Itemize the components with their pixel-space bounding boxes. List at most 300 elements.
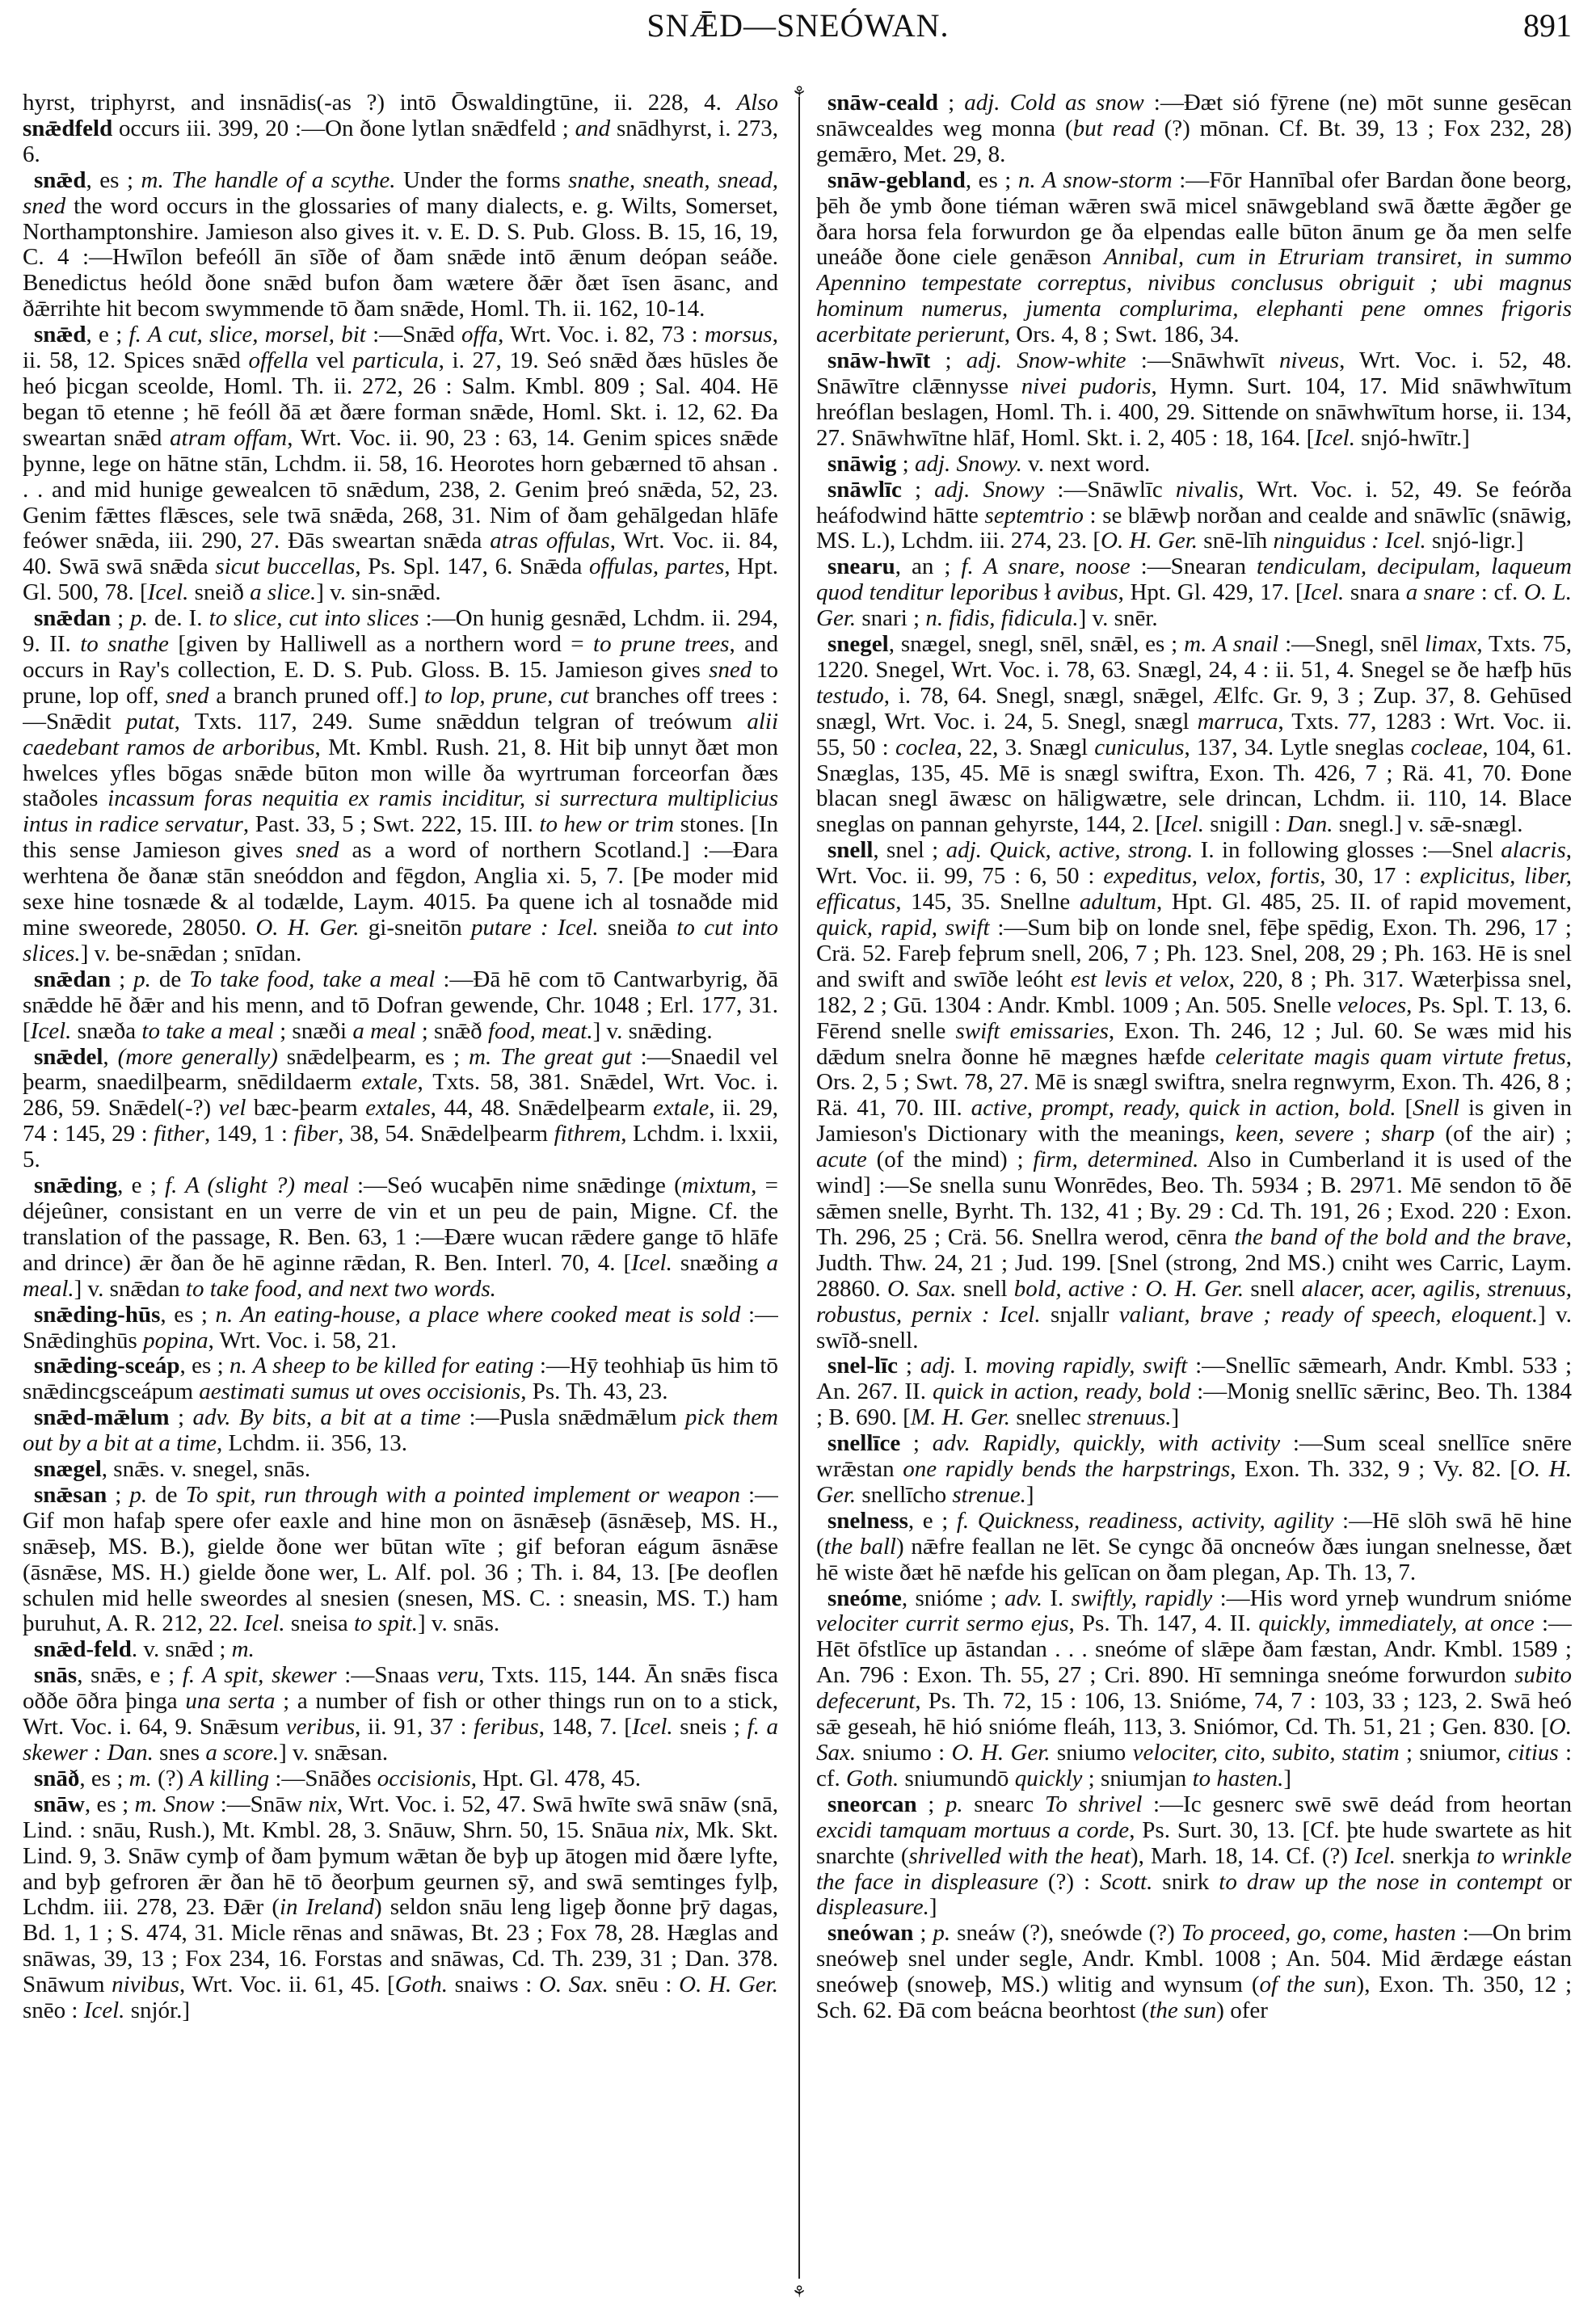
entry-text: ; — [937, 91, 965, 116]
entry-text: :—Ic gesnerc swē swē deád from heortan — [1142, 1791, 1572, 1817]
entry-text: ; — [900, 1430, 933, 1457]
italic-text: Dan. — [1286, 811, 1333, 838]
entry-text: , 22, 3. Snægl — [956, 734, 1095, 760]
entry-text: ; snæði — [273, 1017, 353, 1044]
italic-text: nix — [308, 1791, 337, 1817]
italic-text: est levis et velox — [1070, 966, 1229, 992]
italic-text: To shrivel — [1044, 1791, 1143, 1817]
entry-text: , Txts. 58, 381. Snǣdel, Wrt. Voc. i. 286, 59. Snǣdel(-?) — [23, 1069, 778, 1122]
italic-text: ninguidus : Icel. — [1273, 528, 1426, 554]
italic-text: M. H. Ger. — [910, 1404, 1011, 1431]
dictionary-entry — [23, 1792, 778, 2024]
dictionary-entry — [816, 452, 1572, 478]
italic-text: To take food, take a meal — [189, 966, 436, 992]
italic-text: the sun — [1149, 1997, 1217, 2024]
entry-text: ] v. snǣsan. — [279, 1740, 389, 1766]
italic-text: coclea — [895, 734, 957, 760]
entry-text: , snióme ; — [901, 1585, 1005, 1611]
dictionary-entry — [816, 632, 1572, 838]
entry-text: , snel ; — [873, 837, 946, 864]
entry-text: is given in Jamieson's Dictionary with the meanings, — [816, 1095, 1572, 1147]
entry-text: , Ps. Spl. 147, 6. Snǣda — [355, 554, 589, 580]
italic-text: n. An eating-house, a place where cooked meat is sold — [215, 1301, 741, 1328]
entry-text: (?) : — [1038, 1868, 1101, 1895]
entry-text: vel — [308, 347, 353, 374]
italic-text: (more generally) — [117, 1043, 278, 1070]
italic-text: quick, rapid, swift — [816, 915, 990, 941]
italic-text: snathe, sneath, snead, sned — [23, 166, 778, 219]
entry-text: snēo : — [23, 1997, 84, 2024]
italic-text: sned — [296, 837, 339, 864]
italic-text: Icel. — [83, 1997, 125, 2024]
italic-text: food, meat. — [487, 1017, 593, 1044]
italic-text: Icel. — [1163, 811, 1204, 838]
headword: snǣdan — [34, 605, 112, 632]
entry-text: , Ps. Th. 72, 15 : 106, 13. Snióme, 74, 7 : 103, 33 ; 123, 2. Swā heó sǣ geseah, hē hió snióme fleáh, 113, 3. Sniómor, Cd. Th. 51, 21 ; Gen. 830. [ — [816, 1688, 1572, 1741]
entry-text: , 145, 35. Snellne — [895, 889, 1080, 916]
entry-text: , 149, 1 : — [204, 1121, 294, 1147]
entry-text: , 148, 7. [ — [538, 1714, 632, 1741]
entry-text: , Lchdm. ii. 356, 13. — [217, 1430, 408, 1457]
italic-text: veloces — [1337, 991, 1407, 1018]
italic-text: Icel. — [631, 1249, 672, 1276]
italic-text: Annibal, cum in Etruriam transiret, in summo Apennino tempestate correptus, nivibus conclusus obriguit ; ubi magnus hominum numerus, jumenta complurima, elephanti pene omnes frigoris acerbitate perierunt — [816, 244, 1572, 348]
dictionary-entry — [23, 1045, 778, 1174]
italic-text: to spit. — [354, 1610, 418, 1637]
dictionary-entry — [816, 1431, 1572, 1509]
headword: snāw-gebland — [827, 166, 966, 193]
italic-text: quick in action, ready, bold — [932, 1379, 1191, 1405]
dictionary-entry — [23, 168, 778, 322]
italic-text: strenuus. — [1087, 1404, 1172, 1431]
italic-text: to hasten. — [1192, 1765, 1284, 1791]
entry-text: , es ; — [965, 166, 1018, 193]
italic-text: swiftly, rapidly — [1071, 1585, 1213, 1611]
entry-text: : cf. — [1475, 579, 1524, 606]
entry-text: hyrst, triphyrst, and insnādis(-as ?) intō Ōswaldingtūne, ii. 228, 4. — [23, 91, 737, 116]
entry-text: sneiða — [598, 915, 677, 941]
headword: snāwlīc — [827, 476, 902, 503]
italic-text: extales — [365, 1095, 431, 1122]
dictionary-entry — [23, 91, 778, 168]
italic-text: m. A snail — [1184, 631, 1279, 658]
entry-text: snjór.] — [124, 1997, 190, 2024]
entry-text: , Wrt. Voc. i. 82, 73 : — [498, 322, 705, 348]
italic-text: a score. — [205, 1740, 280, 1766]
italic-text: marruca — [1197, 708, 1278, 735]
italic-text: O. H. Ger. — [951, 1740, 1051, 1766]
entry-text: , Wrt. Voc. i. 58, 21. — [208, 1327, 397, 1353]
italic-text: adv. — [1004, 1585, 1043, 1611]
dictionary-entry — [816, 91, 1572, 168]
headword: snell — [827, 837, 874, 864]
headword: snelness — [827, 1507, 908, 1534]
dictionary-entry — [816, 168, 1572, 348]
italic-text: citius — [1507, 1740, 1559, 1766]
entry-text: ; — [896, 450, 915, 477]
italic-text: avibus — [1056, 579, 1118, 606]
italic-text: alacer, acer, agilis, strenuus, robustus, pernix : Icel. — [816, 1275, 1572, 1328]
italic-text: O. H. Ger. — [816, 1456, 1572, 1508]
italic-text: vel — [218, 1095, 246, 1122]
entry-text: snjó-hwītr.] — [1354, 424, 1470, 451]
dictionary-entry — [23, 322, 778, 606]
italic-text: O. Sax. — [538, 1972, 609, 1998]
italic-text: subito defecerunt — [816, 1662, 1572, 1715]
ornament-bottom-icon: ⚘ — [792, 2284, 806, 2301]
entry-text: , snǣs. v. snegel, snās. — [101, 1456, 311, 1483]
italic-text: Goth. — [846, 1765, 899, 1791]
italic-text: to prune trees — [593, 631, 730, 658]
entry-text: , Txts. 75, 1220. Snegel, Wrt. Voc. i. 78, 63. Snægl, 24, 4 : ii. 51, 4. Snegel se ðe hæfþ hūs — [816, 631, 1572, 683]
headword: snǣd-feld — [34, 1636, 132, 1663]
italic-text: cuniculus — [1094, 734, 1185, 760]
italic-text: feribus — [474, 1714, 539, 1741]
italic-text: Snell — [1413, 1095, 1460, 1122]
italic-text: to cut into slices. — [23, 915, 778, 966]
entry-text: , and occurs in Ray's collection, E. D. S. Pub. Gloss. B. 15. Jamieson gives — [23, 631, 778, 683]
italic-text: testudo — [816, 682, 884, 709]
entry-text: a branch pruned off.] — [208, 682, 424, 709]
entry-text: :—Snāwhwīt — [1126, 347, 1279, 374]
italic-text: nivalis — [1175, 476, 1239, 503]
entry-text: , Hpt. Gl. 500, 78. [ — [23, 554, 778, 606]
entry-text: :—His word yrneþ wundrum snióme — [1212, 1585, 1572, 1611]
entry-text: snē-līh — [1198, 528, 1274, 554]
entry-text: :—Snāw — [214, 1791, 309, 1817]
entry-text: :—Seó wucaþēn nime snǣdinge ( — [348, 1172, 682, 1199]
italic-text: adj. Quick, active, strong. — [945, 837, 1194, 864]
headword: snāw-hwīt — [827, 347, 931, 374]
entry-text: snerkja — [1395, 1842, 1477, 1869]
italic-text: shrivelled with the heat — [908, 1842, 1131, 1869]
entry-text: ] v. snēr. — [1078, 605, 1158, 632]
entry-text: snādhyrst, i. 273, 6. — [23, 115, 778, 167]
italic-text: to draw up the nose in contempt — [1219, 1868, 1543, 1895]
headword: snǣding-hūs — [34, 1301, 161, 1328]
entry-text: ; a number of fish or other things run on to a stick, Wrt. Voc. i. 64, 9. Snǣsum — [23, 1688, 778, 1741]
entry-text: sneið — [188, 579, 251, 606]
entry-text: Also in Cumberland it is used of the wind] :—Se snella sunu Wonrēdes, Beo. Th. 5934 ; B. 2971. Mē sendon tō ðē sǣmen snelle, Byrht. Th. 132, 41 ; By. 29 : Cd. Th. 191, 26 ; Exod. 220 : Exon. Th. 296, 25 ; Crä. 56. Snellra werod, cēnra — [816, 1147, 1572, 1250]
italic-text: putare : Icel. — [471, 915, 599, 941]
entry-text: , Judth. Thw. 24, 21 ; Jud. 199. [Snel (strong, 2nd MS.) cniht wes Carric, Laym. 28860. — [816, 1223, 1572, 1302]
entry-text: , es ; — [179, 1353, 230, 1379]
headword: snel-līc — [827, 1353, 898, 1379]
running-head — [0, 6, 1596, 55]
entry-text: sniumundō — [899, 1765, 1015, 1791]
italic-text: adj. Snow-white — [966, 347, 1126, 374]
entry-text: :—Hē slōh swā hē hine ( — [816, 1507, 1572, 1560]
entry-text: ] — [1025, 1481, 1034, 1508]
entry-text: , es ; — [86, 166, 141, 193]
headword: sneóme — [827, 1585, 902, 1611]
entry-text: :—Ðā hē com tō Cantwarbyrig, ðā snǣdde hē ðǣr and his menn, and tō Dofran gewende, Chr. 1048 ; Erl. 177, 31. [ — [23, 966, 778, 1044]
entry-text: ; sniumjan — [1082, 1765, 1193, 1791]
entry-text: :—Monig snellīc sǣrinc, Beo. Th. 1384 ; B. 690. [ — [816, 1379, 1572, 1431]
italic-text: morsus — [704, 322, 773, 348]
entry-text: :—Snaas — [336, 1662, 437, 1689]
headword: snǣd — [34, 322, 86, 348]
entry-text: bæc-þearm — [246, 1095, 366, 1122]
dictionary-entry — [816, 1586, 1572, 1792]
italic-text: pick them out by a bit at a time — [23, 1404, 778, 1457]
italic-text: velociter currit sermo ejus — [816, 1610, 1069, 1637]
italic-text: active, prompt, ready, quick in action, bold. — [971, 1095, 1396, 1122]
headword: snearu — [827, 554, 895, 580]
italic-text: Also — [736, 91, 778, 116]
entry-text: ) ofer — [1216, 1997, 1268, 2024]
entry-text: , Hpt. Gl. 478, 45. — [470, 1765, 642, 1791]
italic-text: Icel. — [243, 1610, 285, 1637]
entry-text: : cf. — [816, 1740, 1572, 1791]
entry-text: ; — [916, 1791, 945, 1817]
entry-text: , Wrt. Voc. ii. 61, 45. [ — [179, 1972, 395, 1998]
italic-text: f. a skewer : Dan. — [23, 1714, 778, 1766]
italic-text: f. Quickness, readiness, activity, agility — [956, 1507, 1334, 1534]
entry-text: , Ps. Surt. 30, 13. [Cf. þte hude swartete as hit snarchte ( — [816, 1816, 1572, 1869]
entry-text: ] v. sin-snǣd. — [316, 579, 441, 606]
headword: snegel — [827, 631, 889, 658]
entry-text: , Hymn. Surt. 104, 17. Mid snāwhwītum hreóflan beslagen, Homl. Th. i. 400, 29. Sittende on snāwhwītum horse, ii. 134, 27. Snāwhwītne hlāf, Homl. Skt. i. 2, 405 : 18, 164. [ — [816, 373, 1572, 451]
entry-text: , es ; — [160, 1301, 216, 1328]
entry-text: ] v. snǣdan — [74, 1275, 186, 1302]
entry-text: : se blǣwþ norðan and cealde and snāwlīc (snāwig, MS. L.), Lchdm. iii. 274, 23. [ — [816, 502, 1572, 554]
entry-text: [ — [1396, 1095, 1413, 1122]
entry-text: , Past. 33, 5 ; Swt. 222, 15. III. — [242, 811, 540, 838]
entry-text: (?) — [151, 1765, 190, 1791]
dictionary-entry — [23, 1353, 778, 1405]
italic-text: nivei pudoris — [1021, 373, 1152, 399]
entry-text: ; snǣð — [415, 1017, 488, 1044]
entry-text: snæðing — [672, 1249, 767, 1276]
italic-text: mixtum — [681, 1172, 752, 1199]
entry-text: :—Ðæt sió fȳrene (ne) mōt sunne gesēcan snāwcealdes weg monna ( — [816, 91, 1572, 141]
entry-text: , e ; — [86, 322, 129, 348]
italic-text: to wrinkle the face in displeasure — [816, 1842, 1572, 1895]
entry-text: ), Marh. 18, 14. Cf. (?) — [1130, 1842, 1355, 1869]
dictionary-entry — [816, 1509, 1572, 1586]
italic-text: to hew or trim — [539, 811, 675, 838]
entry-text: snegl.] v. sǣ-snægl. — [1333, 811, 1523, 838]
entry-text: I. — [1042, 1585, 1072, 1611]
entry-text: :—Fōr Hannībal ofer Bardan ðone beorg, þēh ðe ymb ðone tiéman wǣren swā micel snāwgebland swā ðætte ǣgðer ge ðara horsa fela forwurdon ge ða elpendas ealle būton ānum ge ða men selfe uneáðe ðone ciele genǣson — [816, 166, 1572, 271]
headword: snǣd-mǣlum — [34, 1404, 170, 1431]
italic-text: offulas, partes — [588, 554, 725, 580]
entry-text: , an ; — [895, 554, 962, 580]
entry-text: , e ; — [117, 1172, 166, 1199]
italic-text: putat — [126, 708, 175, 735]
italic-text: O. H. Ger. — [679, 1972, 778, 1998]
italic-text: celeritate magis quam virtute fretus — [1215, 1043, 1566, 1070]
italic-text: m. The great gut — [469, 1043, 632, 1070]
italic-text: fiber — [293, 1121, 339, 1147]
italic-text: to slice, cut into slices — [208, 605, 419, 632]
entry-text: :—Snāðes — [269, 1765, 377, 1791]
italic-text: offa — [461, 322, 499, 348]
entry-text: ; — [111, 966, 134, 992]
entry-text: ł — [1038, 579, 1057, 606]
italic-text: explicitus, liber, efficatus — [816, 863, 1572, 916]
entry-text: snes — [153, 1740, 206, 1766]
entry-text: , 104, 61. Snæglas, 135, 45. Mē is snægl swiftra, Exon. Th. 426, 7 ; Rä. 41, 70. Ðone blacan snegl āwæsc on hāligwætre, sele drincan, Lchdm. ii. 110, 14. Blace sneglas on pannan gehyrste, 144, 2. [ — [816, 734, 1572, 838]
italic-text: one rapidly bends the harpstrings — [903, 1456, 1231, 1483]
entry-text: , es ; — [79, 1765, 129, 1791]
entry-text: , 220, 8 ; Ph. 317. Wæterþissa snel, 182, 2 ; Gū. 1304 : Andr. Kmbl. 1009 ; An. 505. Snelle — [816, 966, 1572, 1018]
italic-text: in Ireland — [279, 1894, 374, 1921]
italic-text: O. Sax. — [886, 1275, 957, 1302]
entry-text: occurs iii. 399, 20 :—On ðone lytlan snǣdfeld ; — [112, 115, 575, 141]
entry-text: snaiws : — [447, 1972, 539, 1998]
italic-text: m. The handle of a scythe. — [141, 166, 396, 193]
entry-text: de — [150, 966, 190, 992]
entry-text: sneis ; — [672, 1714, 747, 1741]
entry-text: de. I. — [147, 605, 209, 632]
italic-text: sned — [709, 656, 752, 683]
italic-text: m. — [128, 1765, 152, 1791]
entry-text: sniumo : — [856, 1740, 952, 1766]
entry-text: ; — [913, 1920, 933, 1947]
entry-text: :—Hȳ teohhiaþ ūs him tō snǣdincgsceápum — [23, 1353, 778, 1405]
italic-text: adj. Snowy. — [914, 450, 1022, 477]
entry-text: , Exon. Th. 246, 12 ; Jul. 60. Se wæs mid his dǣdum snelra ðonne hē mægnes hæfde — [816, 1017, 1572, 1070]
italic-text: p. — [133, 966, 151, 992]
entry-text: , Txts. 115, 144. Ān snǣs fisca oððe ōðra þinga — [23, 1662, 778, 1715]
dictionary-entry — [23, 1637, 778, 1663]
italic-text: aestimati sumus ut oves occisionis — [199, 1379, 521, 1405]
italic-text: to take food, and next two words. — [185, 1275, 496, 1302]
entry-text: ), Exon. Th. 350, 12 ; Sch. 62. Ðā com beácna beorhtost ( — [816, 1972, 1572, 2024]
italic-text: p. — [130, 605, 148, 632]
italic-text: extale — [653, 1095, 710, 1122]
entry-text: , Wrt. Voc. ii. 84, 40. Swā swā snǣda — [23, 528, 778, 580]
entry-text: Under the forms — [395, 166, 569, 193]
headword: snǣdfeld — [23, 115, 113, 141]
italic-text: veru — [436, 1662, 479, 1689]
italic-text: O. H. Ger. — [1101, 528, 1198, 554]
italic-text: To spit, run through with a pointed implement or weapon — [185, 1481, 740, 1508]
entry-text: ; sniumor, — [1399, 1740, 1508, 1766]
entry-text: :—Snāwlīc — [1044, 476, 1176, 503]
entry-text: ] — [929, 1894, 937, 1921]
entry-text: , — [103, 1043, 118, 1070]
entry-text: sniumo — [1050, 1740, 1133, 1766]
left-column — [23, 91, 778, 2305]
entry-text: snell — [1244, 1275, 1302, 1302]
entry-text: ; — [111, 605, 131, 632]
entry-text: , Wrt. Voc. ii. 90, 23 : 63, 14. Genim spices snǣde þynne, lege on hātne stān, Lchdm. ii. 58, 16. Heorotes horn gebærned tō ahsan . . . and mid hunige gewealcen tō snǣdum, 238, 2. Genim þreó snǣda, 52, 23. Genim fǣttes flǣsces, sele twā snǣda, 268, 31. Nim of ðam gehālgedan hlāfe feówer snǣda, iii. 290, 27. Ðās sweartan snǣda — [23, 424, 778, 554]
entry-text: , i. 78, 64. Snegl, snægl, snǣgel, Ælfc. Gr. 9, 3 ; Zup. 37, 8. Gehūsed snægl, Wrt. Voc. i. 24, 5. Snegl, snægl — [816, 682, 1572, 735]
headword: snǣd — [34, 166, 86, 193]
entry-text: :—Hēt ōfstlīce up āstandan . . . sneóme of slǣpe ðam fæstan, Andr. Kmbl. 1589 ; An. 796 : Exon. Th. 55, 27 ; Cri. 890. Hī semninga sneóme forwurdon — [816, 1610, 1572, 1689]
italic-text: excidi tamquam mortuus a corde — [816, 1816, 1130, 1843]
italic-text: quickly — [1014, 1765, 1083, 1791]
entry-text: [given by Halliwell as a northern word = — [168, 631, 594, 658]
italic-text: adj. Snowy — [934, 476, 1045, 503]
entry-text: to prune, lop off, — [23, 656, 778, 709]
italic-text: sharp — [1381, 1121, 1435, 1147]
entry-text: , Wrt. Voc. i. 52, 47. Swā hwīte swā snāw (snā, Lind. : snāu, Rush.), Mt. Kmbl. 28, 3. Snāuw, Shrn. 50, 15. Snāua — [23, 1791, 778, 1843]
entry-text: , ii. 29, 74 : 145, 29 : — [23, 1095, 778, 1147]
entry-text: , Ors. 4, 8 ; Swt. 186, 34. — [1004, 322, 1240, 348]
italic-text: bold, active : O. H. Ger. — [1013, 1275, 1244, 1302]
italic-text: expeditus, velox, fortis — [1103, 863, 1320, 890]
entry-text: ; — [169, 1404, 193, 1431]
entry-text: ) seldon snāu leng ligeþ ðonne þrȳ dagas, Bd. 1, 1 ; S. 474, 31. Micle rēnas and snāwas, Bt. 23 ; Fox 78, 28. Hæglas and snāwas, 39, 13 ; Fox 234, 16. Forstas and snāwas, Cd. Th. 239, 31 ; Dan. 378. Snāwum — [23, 1894, 778, 1998]
italic-text: fithrem — [554, 1121, 621, 1147]
entry-text: snǣdelþearm, es ; — [277, 1043, 470, 1070]
entry-text: , Wrt. Voc. i. 52, 48. Snāwītre clǣnnysse — [816, 347, 1572, 399]
entry-text: , snægel, snegl, snēl, snǣl, es ; — [888, 631, 1185, 658]
entry-text: sneáw (?), sneówde (?) — [950, 1920, 1181, 1947]
dictionary-entry — [816, 348, 1572, 452]
entry-text: , es ; — [84, 1791, 135, 1817]
entry-text: ; — [107, 1481, 130, 1508]
entry-text: , Wrt. Voc. ii. 99, 75 : 6, 50 : — [816, 837, 1572, 890]
entry-text: :—Snearan — [1130, 554, 1257, 580]
entry-text: ] v. snǣding. — [592, 1017, 713, 1044]
headword: snāwig — [827, 450, 897, 477]
italic-text: atras offulas — [490, 528, 610, 554]
page-number: 891 — [1523, 7, 1572, 44]
entry-text: :—Snellīc sǣmearh, Andr. Kmbl. 533 ; An. 267. II. — [816, 1353, 1572, 1405]
italic-text: O. L. Ger. — [816, 579, 1572, 632]
italic-text: f. A spit, skewer — [182, 1662, 337, 1689]
entry-text: snari ; — [856, 605, 926, 632]
italic-text: Icel. — [1314, 424, 1355, 451]
entry-text: ] v. snās. — [417, 1610, 500, 1637]
dictionary-entry — [23, 967, 778, 1045]
headword: snǣding — [34, 1172, 118, 1199]
italic-text: adv. By bits, a bit at a time — [192, 1404, 461, 1431]
entry-text: , 38, 54. Snǣdelþearm — [338, 1121, 554, 1147]
italic-text: acute — [816, 1147, 867, 1173]
entry-text: :—Pusla snǣdmǣlum — [461, 1404, 685, 1431]
italic-text: m. — [231, 1636, 255, 1663]
entry-text: (of the air) ; — [1434, 1121, 1572, 1147]
italic-text: Scott. — [1100, 1868, 1153, 1895]
italic-text: limax — [1424, 631, 1477, 658]
entry-text: snellec — [1010, 1404, 1088, 1431]
italic-text: fither — [154, 1121, 204, 1147]
italic-text: A killing — [189, 1765, 270, 1791]
italic-text: to take a meal — [141, 1017, 274, 1044]
dictionary-entry — [816, 1353, 1572, 1431]
entry-text: , 44, 48. Snǣdelþearm — [430, 1095, 653, 1122]
dictionary-entry — [23, 1173, 778, 1303]
italic-text: offella — [248, 347, 309, 374]
italic-text: Icel. — [147, 579, 189, 606]
italic-text: nix — [655, 1816, 684, 1843]
italic-text: n. fidis, fidicula. — [925, 605, 1079, 632]
italic-text: the ball — [823, 1533, 896, 1560]
entry-text: snara — [1344, 579, 1406, 606]
italic-text: Icel. — [30, 1017, 72, 1044]
italic-text: valiant, brave ; ready of speech, eloquent. — [1118, 1301, 1539, 1328]
italic-text: the band of the bold and the brave — [1234, 1223, 1566, 1250]
italic-text: a snare — [1405, 579, 1476, 606]
entry-text: :—Snaedil vel þearm, snaedilþearm, snēdildaerm — [23, 1043, 778, 1096]
right-column — [816, 91, 1572, 2305]
dictionary-entry — [23, 1663, 778, 1766]
italic-text: adultum — [1079, 889, 1156, 916]
entry-text: , Ps. Th. 43, 23. — [520, 1379, 668, 1405]
italic-text: To proceed, go, come, hasten — [1181, 1920, 1456, 1947]
entry-text: as a word of northern Scotland.] :—Ðara werhtena ðe ðanæ stān sneóddon and fēgdon, Anglia xi. 5, 7. [Þe moder mid sexe hine tosnæde & al todælde, Laym. 4015. Þa quene ich al tosnaðde mid mine sweorede, 28050. — [23, 837, 778, 941]
headword: snǣdel — [34, 1043, 103, 1070]
entry-text: branches off trees :—Snǣdit — [23, 682, 778, 735]
italic-text: m. Snow — [134, 1791, 215, 1817]
entry-text: de — [147, 1481, 186, 1508]
